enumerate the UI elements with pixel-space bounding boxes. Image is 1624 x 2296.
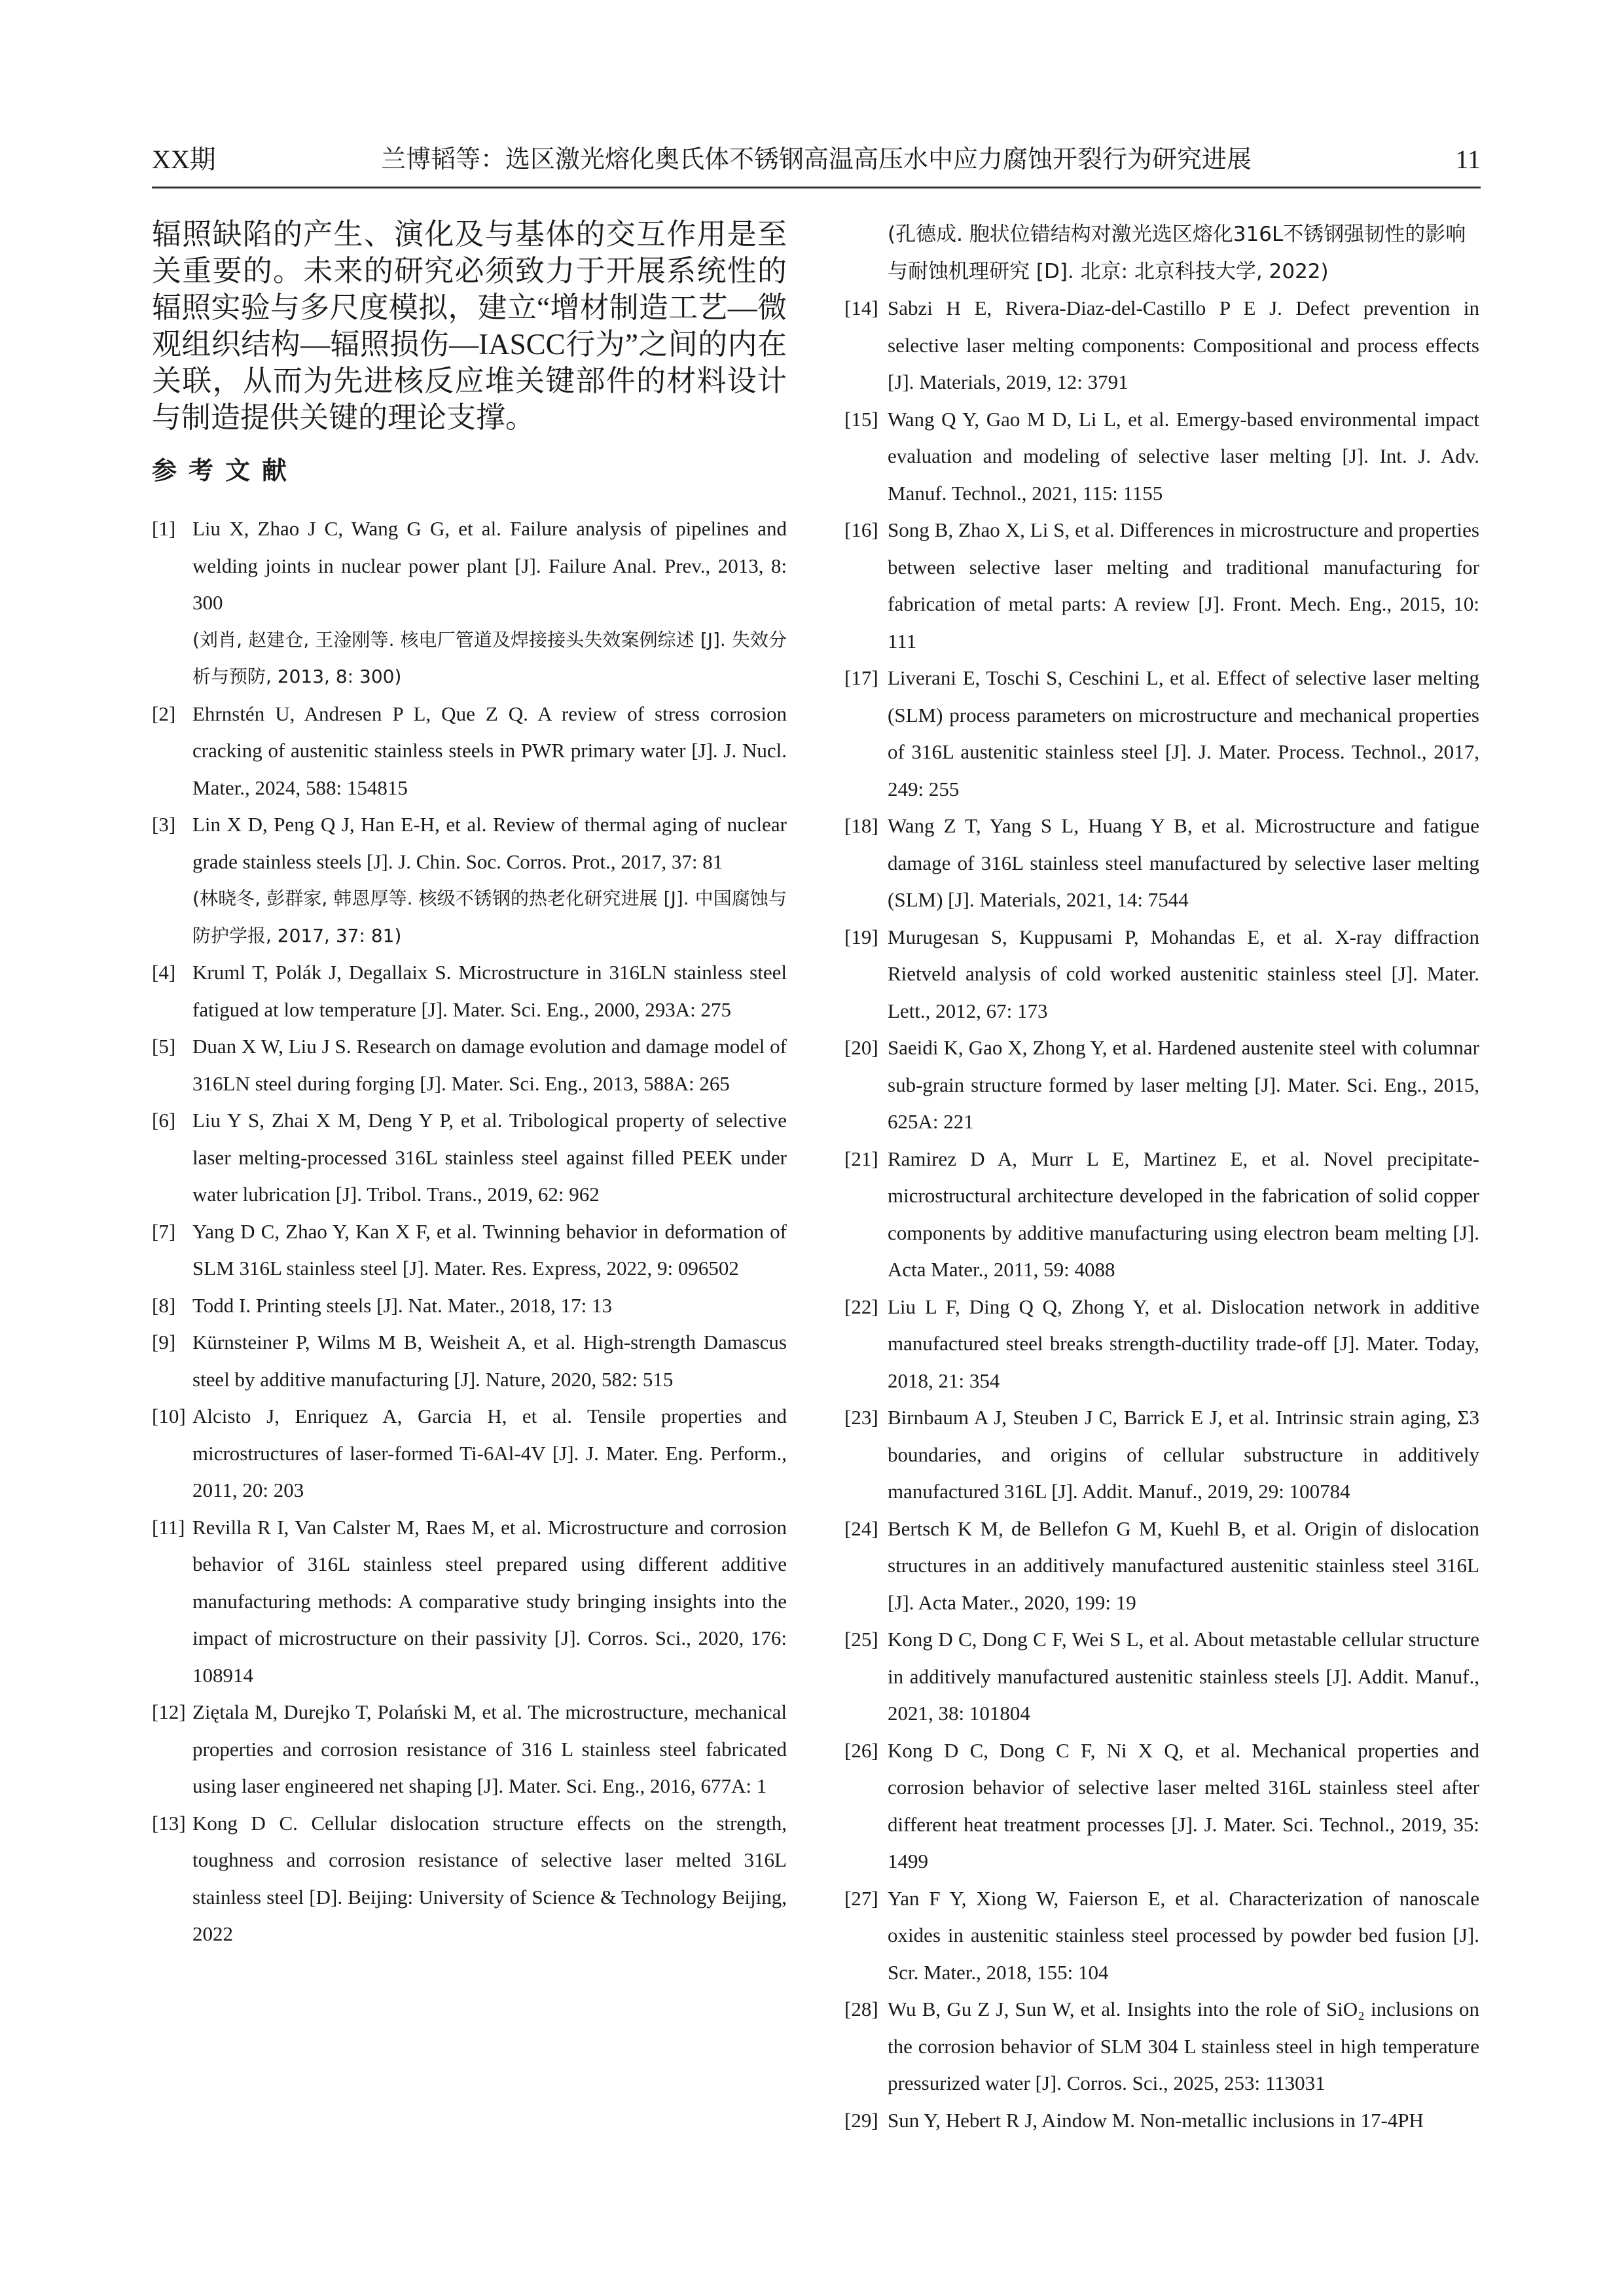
reference-body [192, 954, 787, 1028]
reference-number: [20] [844, 1036, 878, 1059]
reference-number: [19] [844, 925, 878, 948]
reference-text: Bertsch K M, de Bellefon G M, Kuehl B, et al. Origin of dislocation structures in an additively manufactured austenitic stainless steel 316L [J]. Acta Mater., 2020, 199: 19 [888, 1516, 1479, 1614]
header-rule [152, 187, 1481, 188]
reference-number: [25] [844, 1628, 878, 1651]
reference-number: [3] [152, 813, 176, 836]
reference-item [844, 1991, 1479, 2102]
reference-text: Todd I. Printing steels [J]. Nat. Mater., 2018, 17: 13 [192, 1293, 613, 1317]
reference-text: Song B, Zhao X, Li S, et al. Differences in microstructure and properties between selective laser melting and traditional manufacturing for fabrication of metal parts: A review [J]. Front. Mech. Eng., 2015, 10: 111 [888, 518, 1479, 653]
reference-number: [22] [844, 1295, 878, 1318]
reference-text: Sabzi H E, Rivera-Diaz-del-Castillo P E J. Defect prevention in selective laser melting components: Compositional and process effects [J]. Materials, 2019, 12: 3791 [888, 296, 1479, 393]
reference-item [152, 1028, 787, 1102]
reference-13-translation: (孔德成. 胞状位错结构对激光选区熔化316L不锈钢强韧性的影响与耐蚀机理研究 [D]. 北京: 北京科技大学, 2022) [888, 223, 1466, 283]
reference-number: [13] [152, 1811, 186, 1835]
reference-text: Liu X, Zhao J C, Wang G G, et al. Failure analysis of pipelines and welding joints in nuclear power plant [J]. Failure Anal. Prev., 2013, 8: 300 [192, 517, 787, 614]
reference-item [844, 1399, 1479, 1511]
reference-item [844, 1030, 1479, 1141]
reference-item [152, 1805, 787, 1953]
reference-item [844, 1732, 1479, 1880]
running-head [152, 140, 1481, 179]
reference-body [888, 1289, 1479, 1400]
reference-item [152, 1324, 787, 1398]
right-column [844, 216, 1479, 2139]
reference-text: Liu L F, Ding Q Q, Zhong Y, et al. Dislocation network in additive manufactured steel breaks strength-ductility trade-off [J]. Mater. Today, 2018, 21: 354 [888, 1295, 1479, 1392]
reference-text: Duan X W, Liu J S. Research on damage evolution and damage model of 316LN steel during forging [J]. Mater. Sci. Eng., 2013, 588A: 265 [192, 1035, 787, 1095]
reference-text: Lin X D, Peng Q J, Han E-H, et al. Review of thermal aging of nuclear grade stainless steels [J]. J. Chin. Soc. Corros. Prot., 2017, 37: 81 [192, 813, 787, 873]
reference-item [152, 1509, 787, 1695]
reference-body [192, 511, 787, 696]
reference-item [152, 806, 787, 954]
references-list-right [844, 290, 1479, 2139]
reference-body [888, 808, 1479, 919]
reference-number: [10] [152, 1405, 186, 1427]
reference-item [844, 401, 1479, 512]
reference-item [152, 954, 787, 1028]
reference-text: Sun Y, Hebert R J, Aindow M. Non-metallic inclusions in 17-4PH [888, 2108, 1424, 2132]
reference-item [152, 511, 787, 696]
reference-number: [7] [152, 1219, 176, 1243]
left-column [152, 216, 787, 1953]
reference-body [192, 1694, 787, 1805]
reference-number: [9] [152, 1331, 176, 1354]
reference-body [192, 1213, 787, 1287]
reference-text: Kong D C. Cellular dislocation structure effects on the strength, toughness and corrosion resistance of selective laser melted 316L stainless steel [D]. Beijing: University of Science & Technology Beijing, 2022 [192, 1811, 787, 1945]
reference-body [192, 1324, 787, 1398]
reference-text: Ramirez D A, Murr L E, Martinez E, et al. Novel precipitate-microstructural architecture developed in the fabrication of solid copper components by additive manufacturing using electron beam melting [J]. Acta Mater., 2011, 59: 4088 [888, 1147, 1479, 1281]
reference-text: Kruml T, Polák J, Degallaix S. Microstructure in 316LN stainless steel fatigued at low temperature [J]. Mater. Sci. Eng., 2000, 293A: 275 [192, 961, 787, 1021]
reference-number: [11] [152, 1515, 185, 1539]
reference-number: [5] [152, 1035, 176, 1058]
reference-item [152, 1694, 787, 1805]
reference-item [844, 1141, 1479, 1289]
reference-item [844, 919, 1479, 1030]
reference-body [888, 1141, 1479, 1289]
reference-item [844, 290, 1479, 401]
reference-translation: (刘肖, 赵建仓, 王淦刚等. 核电厂管道及焊接接头失效案例综述 [J]. 失效分析与预防, 2013, 8: 300) [192, 628, 787, 687]
reference-body [888, 1621, 1479, 1732]
reference-text: Kong D C, Dong C F, Wei S L, et al. About metastable cellular structure in additively manufactured austenitic stainless steels [J]. Addit. Manuf., 2021, 38: 101804 [888, 1628, 1479, 1725]
reference-text: Wu B, Gu Z J, Sun W, et al. Insights into the role of SiO₂ inclusions on the corrosion behavior of SLM 304 L stainless steel in high temperature pressurized water [J]. Corros. Sci., 2025, 253: 113031 [888, 1998, 1479, 2094]
reference-item [152, 1102, 787, 1213]
reference-number: [14] [844, 296, 878, 319]
reference-item [844, 512, 1479, 660]
reference-body [888, 512, 1479, 660]
reference-text: Wang Z T, Yang S L, Huang Y B, et al. Microstructure and fatigue damage of 316L stainless steel manufactured by selective laser melting (SLM) [J]. Materials, 2021, 14: 7544 [888, 814, 1479, 911]
reference-item [844, 1511, 1479, 1622]
reference-text: Liverani E, Toschi S, Ceschini L, et al. Effect of selective laser melting (SLM) process parameters on microstructure and mechanical properties of 316L austenitic stainless steel [J]. J. Mater. Process. Technol., 2017, 249: 255 [888, 666, 1479, 800]
reference-text: Liu Y S, Zhai X M, Deng Y P, et al. Tribological property of selective laser melting-processed 316L stainless steel against filled PEEK under water lubrication [J]. Tribol. Trans., 2019, 62: 962 [192, 1109, 787, 1206]
references-list-left [152, 511, 787, 1953]
reference-text: Murugesan S, Kuppusami P, Mohandas E, et al. X-ray diffraction Rietveld analysis of cold worked austenitic stainless steel [J]. Mater. Lett., 2012, 67: 173 [888, 925, 1479, 1022]
reference-item [844, 1621, 1479, 1732]
reference-number: [24] [844, 1516, 878, 1540]
page-number: 11 [1455, 145, 1481, 174]
reference-body [192, 1509, 787, 1695]
reference-number: [12] [152, 1700, 186, 1723]
reference-number: [15] [844, 407, 878, 431]
reference-body [888, 1399, 1479, 1511]
reference-body [192, 1028, 787, 1102]
reference-number: [21] [844, 1147, 878, 1170]
reference-item [844, 2102, 1479, 2140]
reference-number: [18] [844, 814, 878, 837]
reference-body [888, 290, 1479, 401]
reference-number: [28] [844, 1998, 878, 2020]
reference-number: [8] [152, 1293, 176, 1317]
reference-text: Kürnsteiner P, Wilms M B, Weisheit A, et al. High-strength Damascus steel by additive manufacturing [J]. Nature, 2020, 582: 515 [192, 1331, 787, 1391]
reference-translation: (林晓冬, 彭群家, 韩恩厚等. 核级不锈钢的热老化研究进展 [J]. 中国腐蚀与防护学报, 2017, 37: 81) [192, 888, 787, 946]
reference-text: Ehrnstén U, Andresen P L, Que Z Q. A review of stress corrosion cracking of austenitic stainless steels in PWR primary water [J]. J. Nucl. Mater., 2024, 588: 154815 [192, 702, 787, 799]
reference-body [888, 1991, 1479, 2102]
reference-text: Yan F Y, Xiong W, Faierson E, et al. Characterization of nanoscale oxides in austenitic stainless steel processed by powder bed fusion [J]. Scr. Mater., 2018, 155: 104 [888, 1886, 1479, 1984]
reference-body [192, 696, 787, 807]
body-paragraph: 辐照缺陷的产生、演化及与基体的交互作用是至关重要的。未来的研究必须致力于开展系统性的辐照实验与多尺度模拟，建立“增材制造工艺—微观组织结构—辐照损伤—IASCC行为”之间的内在关联，从而为先进核反应堆关键部件的材料设计与制造提供关键的理论支撑。 [152, 218, 787, 434]
reference-body [192, 1287, 787, 1325]
running-title: 兰博韬等：选区激光熔化奥氏体不锈钢高温高压水中应力腐蚀开裂行为研究进展 [380, 146, 1252, 173]
reference-body [192, 1102, 787, 1213]
reference-item [844, 660, 1479, 808]
reference-item [152, 696, 787, 807]
reference-item [844, 808, 1479, 919]
issue-label: XX期 [152, 145, 216, 174]
reference-text: Kong D C, Dong C F, Ni X Q, et al. Mechanical properties and corrosion behavior of selective laser melted 316L stainless steel after different heat treatment processes [J]. J. Mater. Sci. Technol., 2019, 35: 1499 [888, 1738, 1479, 1873]
reference-item [152, 1287, 787, 1325]
reference-body [888, 1030, 1479, 1141]
reference-body [192, 806, 787, 954]
reference-text: Wang Q Y, Gao M D, Li L, et al. Emergy-based environmental impact evaluation and modeling of selective laser melting [J]. Int. J. Adv. Manuf. Technol., 2021, 115: 1155 [888, 407, 1479, 505]
reference-text: Yang D C, Zhao Y, Kan X F, et al. Twinning behavior in deformation of SLM 316L stainless steel [J]. Mater. Res. Express, 2022, 9: 096502 [192, 1219, 787, 1280]
reference-body [192, 1398, 787, 1509]
reference-number: [6] [152, 1109, 176, 1132]
reference-item [844, 1880, 1479, 1992]
reference-body [888, 401, 1479, 512]
reference-text: Revilla R I, Van Calster M, Raes M, et al. Microstructure and corrosion behavior of 316L stainless steel prepared using different additive manufacturing methods: A comparative study bringing insights into the impact of microstructure on their passivity [J]. Corros. Sci., 2020, 176: 108914 [192, 1515, 787, 1687]
reference-body [888, 660, 1479, 808]
reference-number: [4] [152, 961, 176, 984]
reference-number: [16] [844, 518, 878, 541]
reference-body [888, 1511, 1479, 1622]
reference-number: [26] [844, 1738, 878, 1762]
reference-text: Ziętala M, Durejko T, Polański M, et al. The microstructure, mechanical properties and corrosion resistance of 316 L stainless steel fabricated using laser engineered net shaping [J]. Mater. Sci. Eng., 2016, 677A: 1 [192, 1700, 787, 1797]
reference-number: [27] [844, 1886, 878, 1910]
reference-text: Saeidi K, Gao X, Zhong Y, et al. Hardened austenite steel with columnar sub-grain structure formed by laser melting [J]. Mater. Sci. Eng., 2015, 625A: 221 [888, 1036, 1479, 1133]
reference-body [888, 1880, 1479, 1992]
reference-text: Alcisto J, Enriquez A, Garcia H, et al. Tensile properties and microstructures of laser-formed Ti-6Al-4V [J]. J. Mater. Eng. Perform., 2011, 20: 203 [192, 1405, 787, 1501]
reference-body [888, 2102, 1479, 2140]
reference-item [844, 1289, 1479, 1400]
reference-body [192, 1805, 787, 1953]
reference-number: [29] [844, 2108, 878, 2132]
reference-body [888, 919, 1479, 1030]
reference-body [888, 1732, 1479, 1880]
reference-number: [2] [152, 702, 176, 725]
reference-number: [1] [152, 517, 176, 540]
reference-item [152, 1398, 787, 1509]
references-heading: 参考文献 [152, 456, 299, 485]
reference-text: Birnbaum A J, Steuben J C, Barrick E J, et al. Intrinsic strain aging, Σ3 boundaries, and origins of cellular substructure in additively manufactured 316L [J]. Addit. Manuf., 2019, 29: 100784 [888, 1406, 1479, 1503]
reference-item [152, 1213, 787, 1287]
reference-number: [23] [844, 1406, 878, 1429]
reference-number: [17] [844, 666, 878, 689]
